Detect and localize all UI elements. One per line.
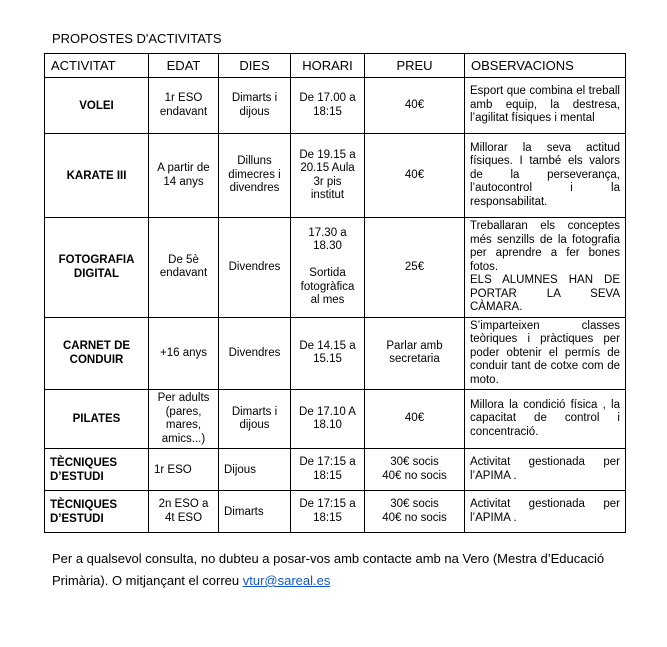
header-activitat: ACTIVITAT (45, 54, 149, 78)
table-row (45, 134, 626, 218)
activity-name: TÈCNIQUES D’ESTUDI (45, 491, 149, 533)
activity-age: 2n ESO a 4t ESO (149, 491, 219, 533)
activity-schedule: De 17:15 a 18:15 (291, 449, 365, 491)
activity-observations: S’imparteixen classes teòriques i pràctiques per poder obtenir el permís de conduir tant de cotxe com de moto. (465, 317, 626, 390)
contact-text: Per a qualsevol consulta, no dubteu a posar-vos amb contacte amb na Vero (Mestra d’Educació Primària). O mitjançant el correu (52, 551, 605, 588)
activity-name: TÈCNIQUES D’ESTUDI (45, 449, 149, 491)
activity-days: Dimarts (219, 491, 291, 533)
table-row (45, 78, 626, 134)
activity-days: Dijous (219, 449, 291, 491)
activity-observations: Millorar la seva actitud físiques. I també els valors de la perseverança, l’autocontrol i la responsabilitat. (465, 134, 626, 218)
activity-observations: Millora la condició física , la capacitat de control i concentració. (465, 390, 626, 449)
activity-price: 40€ (365, 78, 465, 134)
activity-days: Dilluns dimecres i divendres (219, 134, 291, 218)
activity-observations: Esport que combina el treball amb equip, la destresa, l’agilitat físiques i mental (465, 78, 626, 134)
header-preu: PREU (365, 54, 465, 78)
activity-observations: Treballaran els conceptes més senzills de la fotografia per aprendre a fer bones fotos. ELS ALUMNES HAN DE PORTAR LA SEVA CÀMARA. (465, 218, 626, 318)
contact-paragraph (52, 548, 622, 592)
activity-name: KARATE III (45, 134, 149, 218)
activity-days: Dimarts i dijous (219, 390, 291, 449)
table-row (45, 317, 626, 390)
activity-age: De 5è endavant (149, 218, 219, 318)
activity-price: Parlar amb secretaria (365, 317, 465, 390)
table-row (45, 390, 626, 449)
activity-price: 40€ (365, 134, 465, 218)
activity-observations: Activitat gestionada per l’APIMA . (465, 491, 626, 533)
table-row (45, 491, 626, 533)
activity-price: 40€ (365, 390, 465, 449)
activity-schedule: De 17:15 a 18:15 (291, 491, 365, 533)
activity-name: PILATES (45, 390, 149, 449)
activities-table (44, 53, 626, 533)
activity-age: A partir de 14 anys (149, 134, 219, 218)
activity-age: Per adults (pares, mares, amics...) (149, 390, 219, 449)
activity-schedule: De 17.10 A 18.10 (291, 390, 365, 449)
activity-price: 30€ socis 40€ no socis (365, 449, 465, 491)
activity-schedule: 17.30 a 18.30 Sortida fotogràfica al mes (291, 218, 365, 318)
activity-age: 1r ESO (149, 449, 219, 491)
activity-schedule: De 17.00 a 18:15 (291, 78, 365, 134)
activity-age: +16 anys (149, 317, 219, 390)
activity-price: 25€ (365, 218, 465, 318)
activity-name: VOLEI (45, 78, 149, 134)
table-header-row (45, 54, 626, 78)
header-edat: EDAT (149, 54, 219, 78)
activity-days: Divendres (219, 218, 291, 318)
activity-name: FOTOGRAFIA DIGITAL (45, 218, 149, 318)
activity-age: 1r ESO endavant (149, 78, 219, 134)
activity-schedule: De 14.15 a 15.15 (291, 317, 365, 390)
activity-observations: Activitat gestionada per l’APIMA . (465, 449, 626, 491)
contact-email-link[interactable]: vtur@sareal.es (242, 573, 331, 588)
table-row (45, 218, 626, 318)
activity-name: CARNET DE CONDUIR (45, 317, 149, 390)
header-dies: DIES (219, 54, 291, 78)
activity-days: Dimarts i dijous (219, 78, 291, 134)
activity-days: Divendres (219, 317, 291, 390)
table-row (45, 449, 626, 491)
header-horari: HORARI (291, 54, 365, 78)
header-observacions: OBSERVACIONS (465, 54, 626, 78)
activity-schedule: De 19.15 a 20.15 Aula 3r pis institut (291, 134, 365, 218)
activity-price: 30€ socis 40€ no socis (365, 491, 465, 533)
page-title: PROPOSTES D'ACTIVITATS (52, 31, 222, 46)
